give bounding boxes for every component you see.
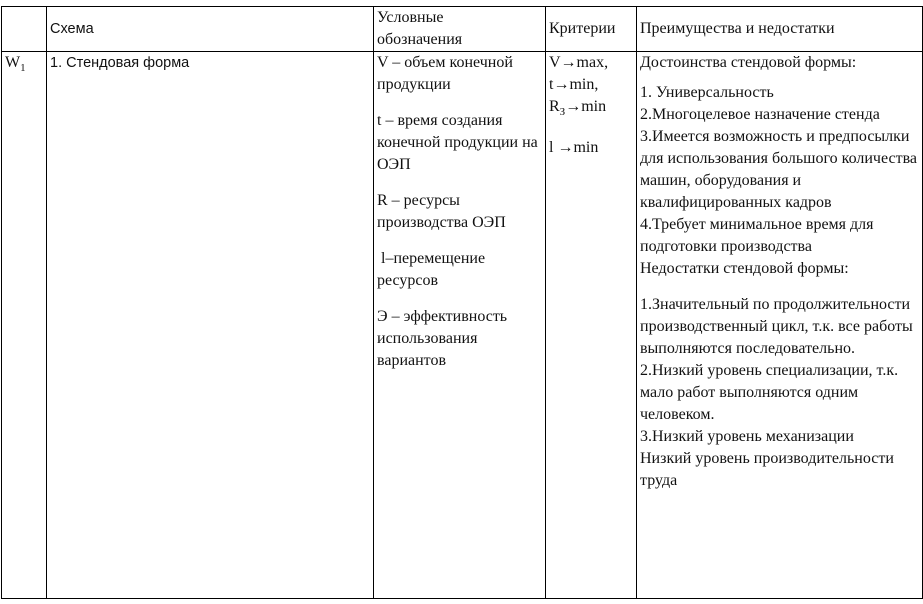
advantages-title: Достоинства стендовой формы: — [640, 54, 857, 71]
advantages-cell — [637, 52, 923, 599]
header-cell-advantages: Преимущества и недостатки — [637, 7, 923, 52]
notation-item: R – ресурсы производства ОЭП — [377, 192, 506, 231]
disadvantage-item: 1.Значительный по продолжительности производственный цикл, т.к. все работы выполняются последовательно. — [640, 296, 913, 357]
table-row — [2, 52, 923, 599]
disadvantages-title: Недостатки стендовой формы: — [640, 260, 849, 277]
header-cell-empty — [2, 7, 47, 52]
criteria-r: R — [549, 98, 560, 115]
header-cell-notation — [374, 7, 546, 52]
notation-item: Э – эффективность использования вариантов — [377, 308, 508, 369]
table-header-row — [2, 7, 923, 52]
header-notation-line1: Условные — [377, 9, 444, 26]
row-id-subscript: 1 — [20, 62, 26, 75]
header-notation-line2: обозначения — [377, 31, 463, 48]
advantage-item: 3.Имеется возможность и предпосылки для использования большого количества машин, оборудования и квалифицированных кадров — [640, 128, 918, 211]
criteria-item — [549, 96, 633, 123]
criteria-item: t→min, — [549, 76, 599, 93]
advantage-item: 2.Многоцелевое назначение стенда — [640, 106, 880, 123]
notation-cell — [374, 52, 546, 599]
advantage-item: 1. Универсальность — [640, 84, 774, 101]
criteria-r-subscript: З — [559, 106, 566, 119]
notation-item: t – время создания конечной продукции на ОЭП — [377, 112, 538, 173]
disadvantage-item: Низкий уровень производительности труда — [640, 450, 894, 489]
criteria-cell — [546, 52, 637, 599]
disadvantage-item: 3.Низкий уровень механизации — [640, 428, 854, 445]
criteria-item: l →min — [549, 139, 599, 157]
header-cell-criteria: Критерии — [546, 7, 637, 52]
criteria-item: V→max, — [549, 54, 609, 71]
criteria-r-tail: →min — [565, 98, 607, 115]
advantage-item: 4.Требует минимальное время для подготовки производства — [640, 216, 874, 255]
row-id-cell — [2, 52, 47, 599]
disadvantage-item: 2.Низкий уровень специализации, т.к. мало работ выполняются одним человеком. — [640, 362, 899, 423]
notation-item: l–перемещение ресурсов — [377, 250, 490, 289]
scheme-cell: 1. Стендовая форма — [47, 52, 374, 599]
notation-item: V – объем конечной продукции — [377, 54, 513, 93]
row-id: W — [5, 54, 21, 71]
header-cell-scheme: Схема — [47, 7, 374, 52]
comparison-table — [1, 6, 923, 599]
